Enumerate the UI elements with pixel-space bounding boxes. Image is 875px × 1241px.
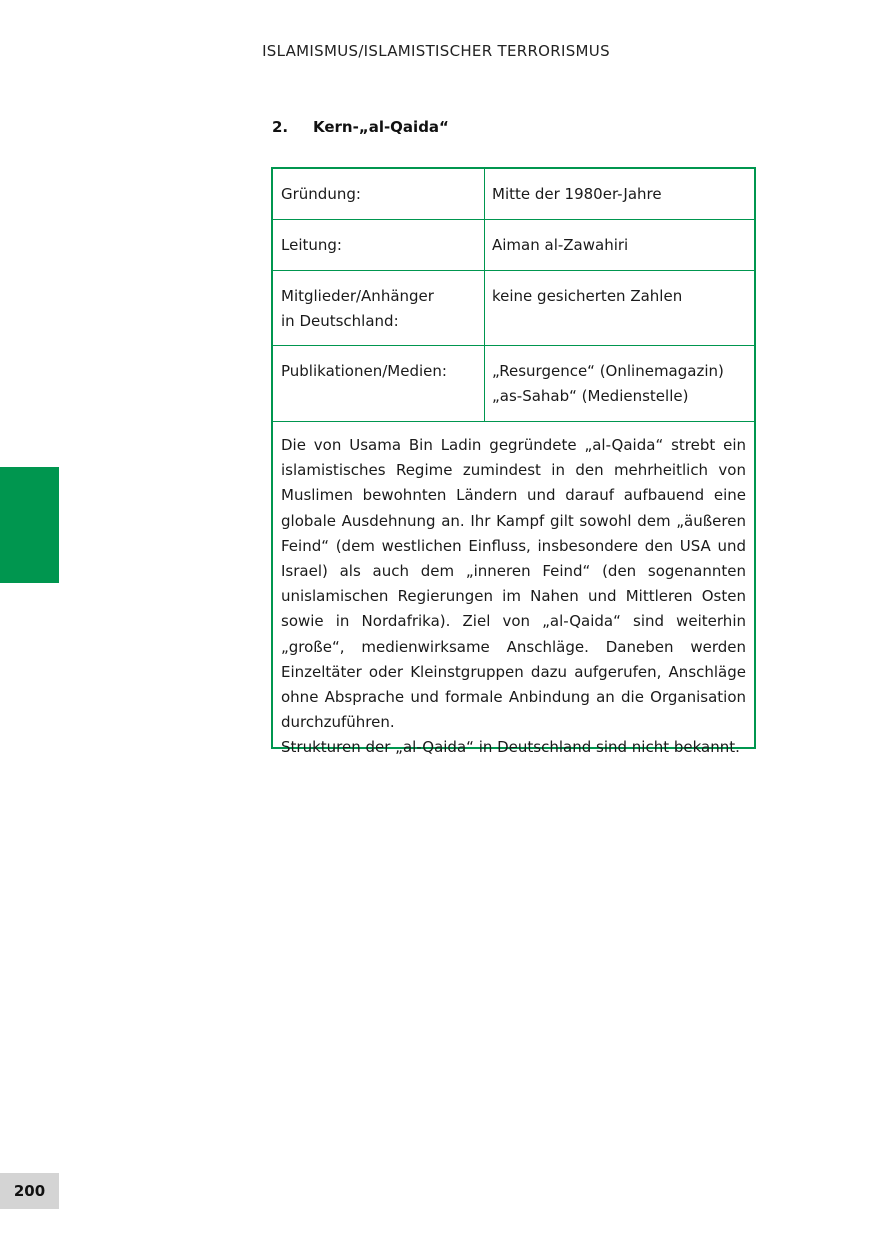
fact-row-gruendung <box>273 169 754 220</box>
fact-value <box>485 169 754 219</box>
fact-label-text: Leitung: <box>281 236 342 254</box>
running-header: ISLAMISMUS/ISLAMISTISCHER TERRORISMUS <box>262 42 610 60</box>
fact-row-publikationen <box>273 346 754 422</box>
fact-label-text: Mitglieder/Anhänger <box>281 287 434 305</box>
fact-value-text: keine gesicherten Zahlen <box>492 287 683 305</box>
chapter-side-tab <box>0 467 59 583</box>
section-title: Kern-„al-Qaida“ <box>313 118 449 136</box>
section-heading <box>272 118 449 136</box>
fact-box <box>271 167 756 757</box>
fact-value-text: „Resurgence“ (Onlinemagazin) <box>492 362 724 380</box>
page-number: 200 <box>0 1173 59 1209</box>
fact-value-text: „as-Sahab“ (Medienstelle) <box>492 387 689 405</box>
fact-row-mitglieder <box>273 271 754 346</box>
fact-label <box>273 220 485 270</box>
description-paragraph: Die von Usama Bin Ladin gegründete „al-Qaida“ strebt ein islamistisches Regime zumindest in den mehrheitlich von Muslimen bewohnten Ländern und darauf aufbauend eine globale Ausdehnung an. Ihr Kampf gilt sowohl dem „äußeren Feind“ (dem westlichen Einfluss, insbesondere den USA und Israel) als auch dem „inneren Feind“ (den sogenannten unislamischen Regierungen im Nahen und Mittleren Osten sowie in Nordafrika). Ziel von „al-Qaida“ sind weiterhin „große“, medienwirksame Anschläge. Daneben werden Einzeltäter oder Kleinstgruppen dazu aufgerufen, Anschläge ohne Absprache und formale Anbindung an die Organisation durchzuführen. <box>281 436 746 732</box>
fact-value-text: Mitte der 1980er-Jahre <box>492 185 662 203</box>
fact-description <box>273 422 754 761</box>
fact-label <box>273 169 485 219</box>
fact-label-text: in Deutschland: <box>281 312 399 330</box>
fact-value <box>485 346 754 421</box>
fact-label-text: Gründung: <box>281 185 361 203</box>
fact-value <box>485 220 754 270</box>
fact-value <box>485 271 754 345</box>
description-paragraph: Strukturen der „al-Qaida“ in Deutschland sind nicht bekannt. <box>281 738 740 757</box>
fact-value-text: Aiman al-Zawahiri <box>492 236 629 254</box>
fact-label-text: Publikationen/Medien: <box>281 362 447 380</box>
fact-label <box>273 346 485 421</box>
fact-label <box>273 271 485 345</box>
section-number: 2. <box>272 118 289 136</box>
fact-row-leitung <box>273 220 754 271</box>
